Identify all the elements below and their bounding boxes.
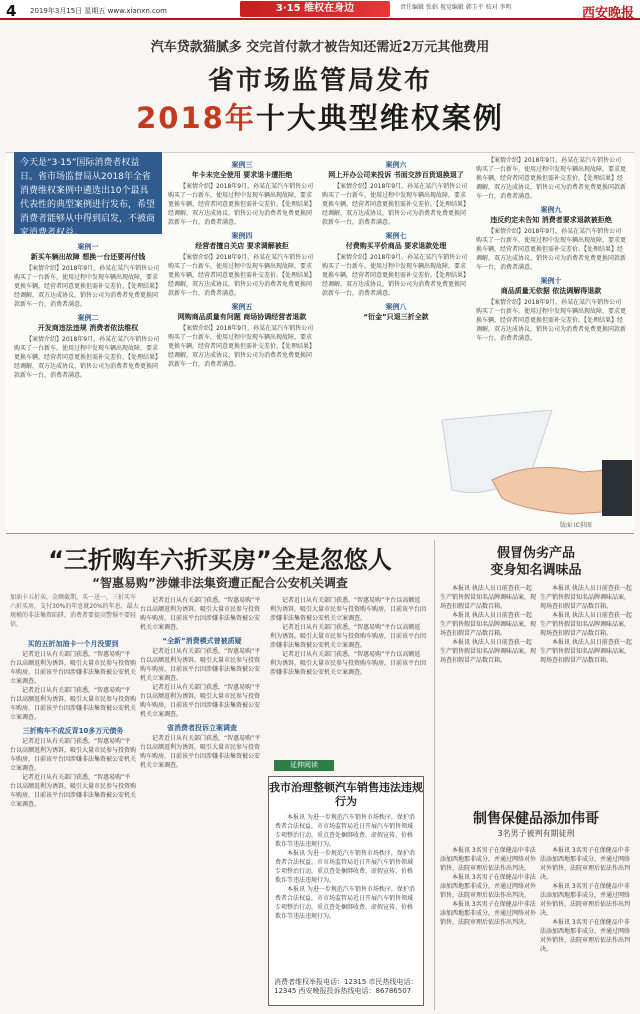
section-heading: 三折购车不成反背10多万元债务 — [22, 727, 124, 735]
article-title: “三折购车六折买房”全是忽悠人 — [48, 546, 392, 574]
article-body: 记者近日从有关部门获悉，“智惠易购”平台以高额返利为诱饵，吸引大量市民参与投资购车购房，目前该平台因涉嫌非法集资被公安机关立案调查。 — [270, 597, 426, 622]
article-lead: 加油卡五折卖，金额截期，买一送一，三折买车六折买房，支付30%的年息就20%的年息，最大规模的非法集资陷阱，消费者要提高警惕不要轻信。 — [10, 594, 139, 628]
headline-kicker: 汽车贷款猫腻多 交完首付款才被告知还需近2万元其他费用 — [150, 40, 490, 55]
case-body: 【案情介绍】2018年9月，孙某在某汽车销售公司购买了一台新车，使用过程中发现车辆出现故障，要求更换车辆，经营者同意更换但需补交差价。【处理结果】经调解，双方达成协议，销售公司为消费者免费更换同款新车一台，消费者满意。 — [476, 157, 626, 200]
case-label: 案例三 — [231, 161, 253, 169]
headline-subtitle — [0, 96, 640, 137]
section-banner: 3·15 维权在身边 — [240, 1, 390, 17]
issue-date: 2019年3月15日 星期五 www.xianxn.com — [30, 7, 167, 15]
intro-box: 今天是“3·15”国际消费者权益日。省市场监督局从2018年全省消费维权案例中遴选出10个最具代表性的典型案例进行发布，希望消费者能够从中得到启发，不被商家消费者权益。 — [14, 152, 162, 234]
case-label: 案例十 — [540, 277, 562, 285]
article-body: 记者近日从有关部门获悉，“智惠易购”平台以高额返利为诱饵，吸引大量市民参与投资购车购房，目前该平台因涉嫌非法集资被公安机关立案调查。 — [140, 735, 261, 769]
case-label: 案例八 — [385, 303, 407, 311]
right-column-2 — [540, 584, 634, 800]
case-body: 【案情介绍】2018年9月，孙某在某汽车销售公司购买了一台新车，使用过程中发现车辆出现故障，要求更换车辆，经营者同意更换但需补交差价。【处理结果】经调解，双方达成协议，销售公司为消费者免费更换同款新车一台，消费者满意。 — [168, 325, 316, 368]
case-body: 【案情介绍】2018年9月，孙某在某汽车销售公司购买了一台新车，使用过程中发现车辆出现故障，要求更换车辆，经营者同意更换但需补交差价。【处理结果】经调解，双方达成协议，销售公司为消费者免费更换同款新车一台，消费者满意。 — [168, 254, 316, 297]
article-body: 记者近日从有关部门获悉，“智惠易购”平台以高额返利为诱饵，吸引大量市民参与投资购车购房，目前该平台因涉嫌非法集资被公安机关立案调查。 — [140, 684, 261, 718]
image-credit: 版面 IC供图 — [560, 522, 592, 529]
right-body: 本报讯 3名男子在保健品中非法添加西地那非成分，并通过网络对外销售，法院审理后依法作出判决。 — [440, 901, 536, 926]
case-title: 新买车辆出故障 想换一台还要再付钱 — [30, 253, 146, 261]
headline-subtitle-year: 2018年 — [136, 101, 256, 135]
right-body: 本报讯 3名男子在保健品中非法添加西地那非成分，并通过网络对外销售，法院审理后依法作出判决。 — [440, 847, 536, 872]
cases-column-4 — [476, 156, 626, 406]
right-body: 本报讯 执法人员日前查获一起生产销售假冒知名品牌调味品案，现场查扣假冒产品数百箱。 — [540, 612, 632, 637]
case-body: 【案情介绍】2018年9月，孙某在某汽车销售公司购买了一台新车，使用过程中发现车辆出现故障，要求更换车辆，经营者同意更换但需补交差价。【处理结果】经调解，双方达成协议，销售公司为消费者免费更换同款新车一台，消费者满意。 — [322, 254, 470, 297]
article-body: 记者近日从有关部门获悉，“智惠易购”平台以高额返利为诱饵，吸引大量市民参与投资购车购房，目前该平台因涉嫌非法集资被公安机关立案调查。 — [140, 648, 261, 682]
case-label: 案例四 — [231, 232, 253, 240]
case-title: “衍金”只退三折全款 — [363, 313, 429, 321]
case-title: 商品质量无依据 依法调解得退款 — [500, 287, 602, 295]
headline-subtitle-main: 十大典型维权案例 — [255, 101, 504, 135]
article-column-3 — [270, 596, 426, 756]
right-title-line-2: 变身知名调味品 — [490, 563, 582, 578]
case-label: 案例七 — [385, 232, 407, 240]
article-body: 记者近日从有关部门获悉，“智惠易购”平台以高额返利为诱饵，吸引大量市民参与投资购车购房，目前该平台因涉嫌非法集资被公安机关立案调查。 — [270, 651, 426, 676]
article-column-2 — [140, 596, 264, 1006]
article-body: 记者近日从有关部门获悉，“智惠易购”平台以高额返利为诱饵，吸引大量市民参与投资购车购房，目前该平台因涉嫌非法集资被公安机关立案调查。 — [10, 738, 136, 772]
case-title: 经营者擅自关店 要求调解被拒 — [195, 242, 289, 250]
column-divider — [434, 540, 435, 1010]
right-body: 本报讯 执法人员日前查获一起生产销售假冒知名品牌调味品案，现场查扣假冒产品数百箱。 — [540, 585, 632, 610]
right-body: 本报讯 执法人员日前查获一起生产销售假冒知名品牌调味品案，现场查扣假冒产品数百箱。 — [440, 585, 536, 610]
page-number: 4 — [6, 2, 17, 20]
cases-column-1 — [14, 238, 162, 518]
article-body: 记者近日从有关部门获悉，“智惠易购”平台以高额返利为诱饵，吸引大量市民参与投资购车购房，目前该平台因涉嫌非法集资被公安机关立案调查。 — [270, 624, 426, 649]
case-body: 【案情介绍】2018年9月，孙某在某汽车销售公司购买了一台新车，使用过程中发现车辆出现故障，要求更换车辆，经营者同意更换但需补交差价。【处理结果】经调解，双方达成协议，销售公司为消费者免费更换同款新车一台，消费者满意。 — [168, 183, 316, 226]
case-title: 付费购买平价商品 要求退款处理 — [345, 242, 447, 250]
right-body: 本报讯 3名男子在保健品中非法添加西地那非成分，并通过网络对外销售，法院审理后依法作出判决。 — [540, 919, 631, 953]
headline-title: 省市场监管局发布 — [207, 66, 432, 96]
hand-illustration — [432, 410, 632, 520]
right-body: 本报讯 执法人员日前查获一起生产销售假冒知名品牌调味品案，现场查扣假冒产品数百箱。 — [440, 612, 536, 637]
right-article-subtitle-2: 3名男子被判有期徒刑 — [497, 829, 575, 838]
article-column-1 — [10, 635, 136, 1007]
right-body: 本报讯 3名男子在保健品中非法添加西地那非成分，并通过网络对外销售，法院审理后依法作出判决。 — [540, 847, 631, 881]
case-body: 【案情介绍】2018年9月，孙某在某汽车销售公司购买了一台新车，使用过程中发现车辆出现故障，要求更换车辆，经营者同意更换但需补交差价。【处理结果】经调解，双方达成协议，销售公司为消费者免费更换同款新车一台，消费者满意。 — [14, 336, 162, 379]
case-label: 案例五 — [231, 303, 253, 311]
right-body: 本报讯 执法人员日前查获一起生产销售假冒知名品牌调味品案，现场查扣假冒产品数百箱。 — [440, 639, 536, 664]
right-column-3 — [440, 846, 536, 1006]
case-label: 案例一 — [77, 243, 99, 251]
masthead — [0, 0, 640, 20]
case-title: 网购商品质量有问题 商场协调经营者退款 — [177, 313, 307, 321]
cases-column-2 — [168, 156, 316, 518]
section-heading: 买的五折加油卡一个月没要到 — [27, 640, 119, 648]
related-box — [268, 776, 424, 1006]
newspaper-logo: 西安晚报 — [581, 6, 634, 21]
article-body: 记者近日从有关部门获悉，“智惠易购”平台以高额返利为诱饵，吸引大量市民参与投资购车购房，目前该平台因涉嫌非法集资被公安机关立案调查。 — [10, 687, 136, 721]
related-body-wrap — [275, 813, 417, 973]
right-column-4 — [540, 846, 634, 1006]
case-body: 【案情介绍】2018年9月，孙某在某汽车销售公司购买了一台新车，使用过程中发现车辆出现故障，要求更换车辆，经营者同意更换但需补交差价。【处理结果】经调解，双方达成协议，销售公司为消费者免费更换同款新车一台，消费者满意。 — [322, 183, 470, 226]
right-body: 本报讯 执法人员日前查获一起生产销售假冒知名品牌调味品案，现场查扣假冒产品数百箱。 — [540, 639, 632, 664]
section-heading: 省消费者投诉立案调查 — [167, 724, 237, 732]
editor-info: 责任编辑 张娟 视觉编辑 韩玉平 校对 李明 — [400, 4, 512, 11]
article-body: 记者近日从有关部门获悉，“智惠易购”平台以高额返利为诱饵，吸引大量市民参与投资购车购房，目前该平台因涉嫌非法集资被公安机关立案调查。 — [140, 597, 261, 631]
hotline-text: 消费者维权举报电话：12315 市民热线电话：12345 西安晚报投诉热线电话：86786507 — [274, 978, 418, 995]
related-title: 我市治理整顿汽车销售违法违规行为 — [269, 781, 423, 808]
case-body: 【案情介绍】2018年9月，孙某在某汽车销售公司购买了一台新车，使用过程中发现车辆出现故障，要求更换车辆，经营者同意更换但需补交差价。【处理结果】经调解，双方达成协议，销售公司为消费者免费更换同款新车一台，消费者满意。 — [476, 228, 626, 271]
right-body: 本报讯 3名男子在保健品中非法添加西地那非成分，并通过网络对外销售，法院审理后依法作出判决。 — [540, 883, 631, 917]
case-title: 年卡未完全使用 要求退卡遭拒绝 — [191, 171, 293, 179]
related-body: 本报讯 为进一步规范汽车销售市场秩序，保护消费者合法权益，市市场监管局近日开展汽车销售领域专项整治行动，重点查处捆绑收费、虚假宣传、价格欺诈等违法违规行为。 — [275, 850, 415, 884]
case-body: 【案情介绍】2018年9月，孙某在某汽车销售公司购买了一台新车，使用过程中发现车辆出现故障，要求更换车辆，经营者同意更换但需补交差价。【处理结果】经调解，双方达成协议，销售公司为消费者免费更换同款新车一台，消费者满意。 — [476, 299, 626, 342]
case-label: 案例九 — [540, 206, 562, 214]
article-body: 记者近日从有关部门获悉，“智惠易购”平台以高额返利为诱饵，吸引大量市民参与投资购车购房，目前该平台因涉嫌非法集资被公安机关立案调查。 — [10, 774, 136, 808]
case-title: 违反约定未告知 消费者要求退款被拒绝 — [490, 216, 612, 224]
related-badge: 延伸阅读 — [274, 760, 334, 771]
right-column-1 — [440, 584, 536, 800]
section-divider — [6, 533, 634, 534]
case-label: 案例二 — [77, 314, 99, 322]
case-label: 案例六 — [385, 161, 407, 169]
related-body: 本报讯 为进一步规范汽车销售市场秩序，保护消费者合法权益，市市场监管局近日开展汽车销售领域专项整治行动，重点查处捆绑收费、虚假宣传、价格欺诈等违法违规行为。 — [275, 814, 415, 848]
right-article-title — [438, 545, 634, 579]
article-body: 记者近日从有关部门获悉，“智惠易购”平台以高额返利为诱饵，吸引大量市民参与投资购车购房，目前该平台因涉嫌非法集资被公安机关立案调查。 — [10, 651, 136, 685]
right-title-line-1: 假冒伪劣产品 — [496, 546, 575, 561]
case-title: 开发商违法违规 消费者依法维权 — [37, 324, 139, 332]
case-body: 【案情介绍】2018年9月，孙某在某汽车销售公司购买了一台新车，使用过程中发现车辆出现故障，要求更换车辆，经营者同意更换但需补交差价。【处理结果】经调解，双方达成协议，销售公司为消费者免费更换同款新车一台，消费者满意。 — [14, 265, 162, 308]
related-body: 本报讯 为进一步规范汽车销售市场秩序，保护消费者合法权益，市市场监管局近日开展汽车销售领域专项整治行动，重点查处捆绑收费、虚假宣传、价格欺诈等违法违规行为。 — [275, 886, 415, 920]
case-title: 网上开办公司来投诉 书面交涉百货退换退了 — [328, 171, 464, 179]
article-subtitle: “智惠易购”涉嫌非法集资遭正配合公安机关调查 — [92, 576, 348, 590]
right-body: 本报讯 3名男子在保健品中非法添加西地那非成分，并通过网络对外销售，法院审理后依法作出判决。 — [440, 874, 536, 899]
right-article-title-2: 制售保健品添加伟哥 — [473, 811, 599, 827]
section-heading: “全新”消费模式曾被质疑 — [162, 637, 242, 645]
